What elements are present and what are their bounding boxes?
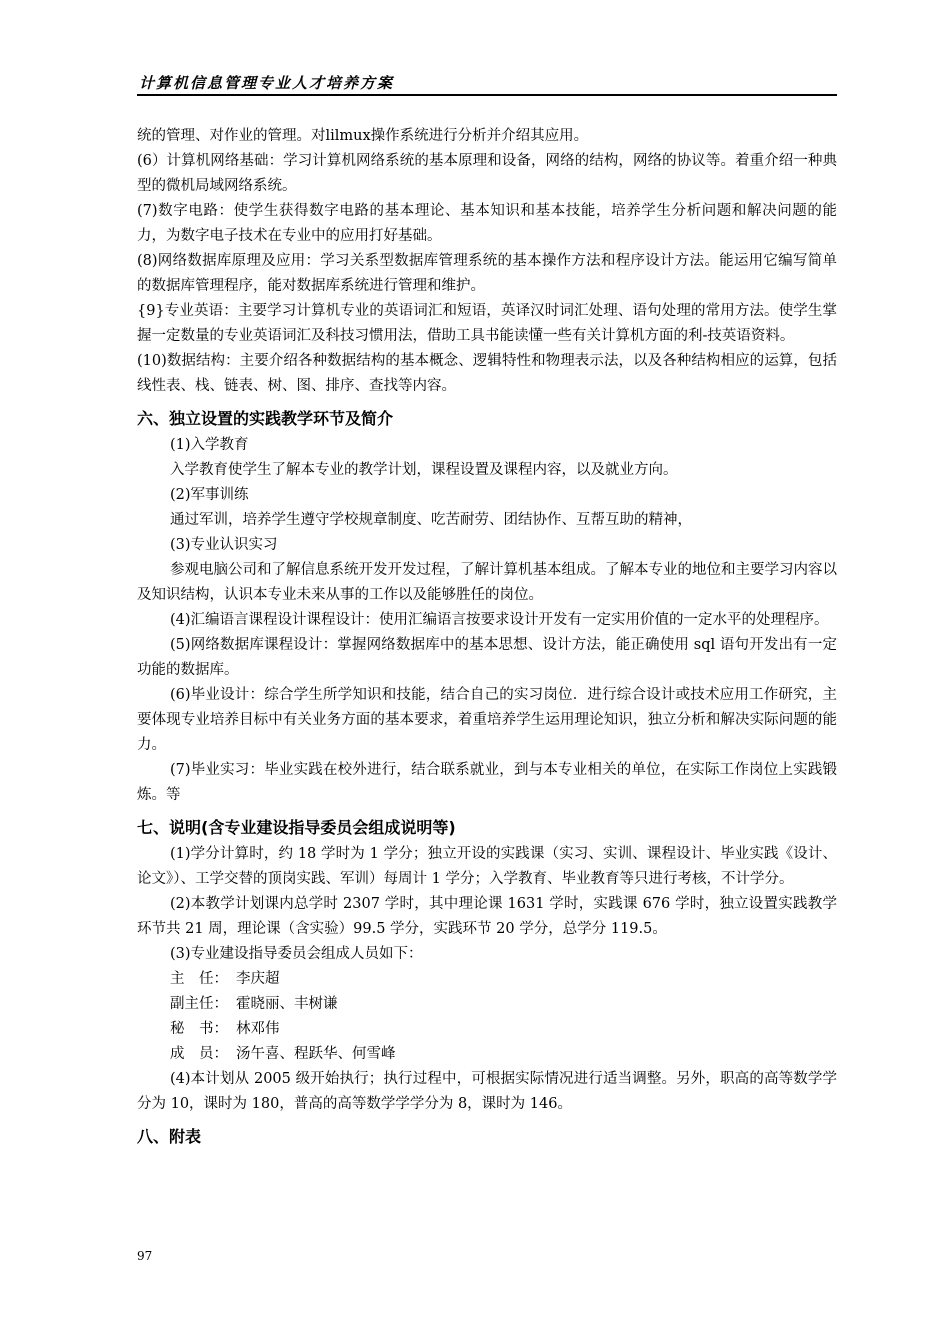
section-heading: 六、独立设置的实践教学环节及简介 (137, 409, 394, 428)
page-number: 97 (137, 1249, 153, 1263)
item-title: (3)专业认识实习 (170, 537, 278, 553)
paragraph: 通过军训，培养学生遵守学校规章制度、吃苦耐劳、团结协作、互帮互助的精神， (170, 512, 692, 528)
committee-roles (137, 967, 837, 1067)
paragraph: 入学教育使学生了解本专业的教学计划，课程设置及课程内容，以及就业方向。 (170, 462, 678, 478)
paragraph: 参观电脑公司和了解信息系统开发开发过程，了解计算机基本组成。了解本专业的地位和主要学习内容以及知识结构，认识本专业未来从事的工作以及能够胜任的岗位。 (137, 562, 837, 603)
paragraph: (3)专业建设指导委员会组成人员如下： (170, 946, 423, 962)
role-row (170, 1042, 837, 1067)
document-body (137, 124, 837, 1151)
paragraph: (5)网络数据库课程设计：掌握网络数据库中的基本思想、设计方法，能正确使用 sql 语句开发出有一定功能的数据库。 (137, 637, 837, 678)
section-heading: 七、说明(含专业建设指导委员会组成说明等) (137, 818, 456, 837)
paragraph: (2)本教学计划课内总学时 2307 学时，其中理论课 1631 学时，实践课 676 学时，独立设置实践教学环节共 21 周，理论课（含实验）99.5 学分，实践环节 20 学分，总学分 119.5。 (137, 896, 837, 937)
role-row (170, 992, 837, 1017)
paragraph: {9}专业英语：主要学习计算机专业的英语词汇和短语，英译汉时词汇处理、语句处理的常用方法。使学生掌握一定数量的专业英语词汇及科技习惯用法，借助工具书能读懂一些有关计算机方面的利-技英语资料。 (137, 303, 837, 344)
header-title: 计算机信息管理专业人才培养方案 (139, 74, 395, 92)
role-names: 霍晓丽、丰树谦 (236, 996, 338, 1012)
paragraph: (10)数据结构：主要介绍各种数据结构的基本概念、逻辑特性和物理表示法，以及各种结构相应的运算，包括线性表、栈、链表、树、图、排序、查找等内容。 (137, 353, 837, 394)
role-names: 林邓伟 (236, 1021, 280, 1037)
paragraph: (7)数字电路：使学生获得数字电路的基本理论、基本知识和基本技能，培养学生分析问题和解决问题的能力，为数字电子技术在专业中的应用打好基础。 (137, 203, 837, 244)
paragraph: (4)汇编语言课程设计课程设计：使用汇编语言按要求设计开发有一定实用价值的一定水平的处理程序。 (170, 612, 829, 628)
item-title: (1)入学教育 (170, 437, 249, 453)
paragraph: (4)本计划从 2005 级开始执行；执行过程中，可根据实际情况进行适当调整。另外，职高的高等数学学分为 10，课时为 180，普高的高等数学学学分为 8，课时为 146。 (137, 1071, 837, 1112)
paragraph: (6)毕业设计：综合学生所学知识和技能，结合自己的实习岗位．进行综合设计或技术应用工作研究，主要体现专业培养目标中有关业务方面的基本要求，着重培养学生运用理论知识，独立分析和解决实际问题的能力。 (137, 687, 837, 753)
role-row (170, 967, 837, 992)
paragraph: (1)学分计算时，约 18 学时为 1 学分；独立开设的实践课（实习、实训、课程设计、毕业实践《设计、论文》）、工学交替的顶岗实践、军训）每周计 1 学分；入学教育、毕业教育等只进行考核，不计学分。 (137, 846, 837, 887)
role-label: 秘 书： (170, 1021, 228, 1037)
role-names: 汤午喜、程跃华、何雪峰 (236, 1046, 396, 1062)
paragraph: (6）计算机网络基础：学习计算机网络系统的基本原理和设备，网络的结构，网络的协议等。着重介绍一种典型的微机局域网络系统。 (137, 153, 837, 194)
role-names: 李庆超 (236, 971, 280, 987)
paragraph: 统的管理、对作业的管理。对lilmux操作系统进行分析并介绍其应用。 (137, 128, 589, 144)
paragraph: (8)网络数据库原理及应用：学习关系型数据库管理系统的基本操作方法和程序设计方法。能运用它编写简单的数据库管理程序，能对数据库系统进行管理和维护。 (137, 253, 837, 294)
section-heading: 八、附表 (137, 1127, 202, 1146)
page-header (137, 70, 837, 96)
role-row (170, 1017, 837, 1042)
role-label: 主 任： (170, 971, 228, 987)
paragraph: (7)毕业实习：毕业实践在校外进行，结合联系就业，到与本专业相关的单位，在实际工作岗位上实践锻炼。等 (137, 762, 837, 803)
item-title: (2)军事训练 (170, 487, 249, 503)
role-label: 副主任： (170, 996, 228, 1012)
role-label: 成 员： (170, 1046, 228, 1062)
